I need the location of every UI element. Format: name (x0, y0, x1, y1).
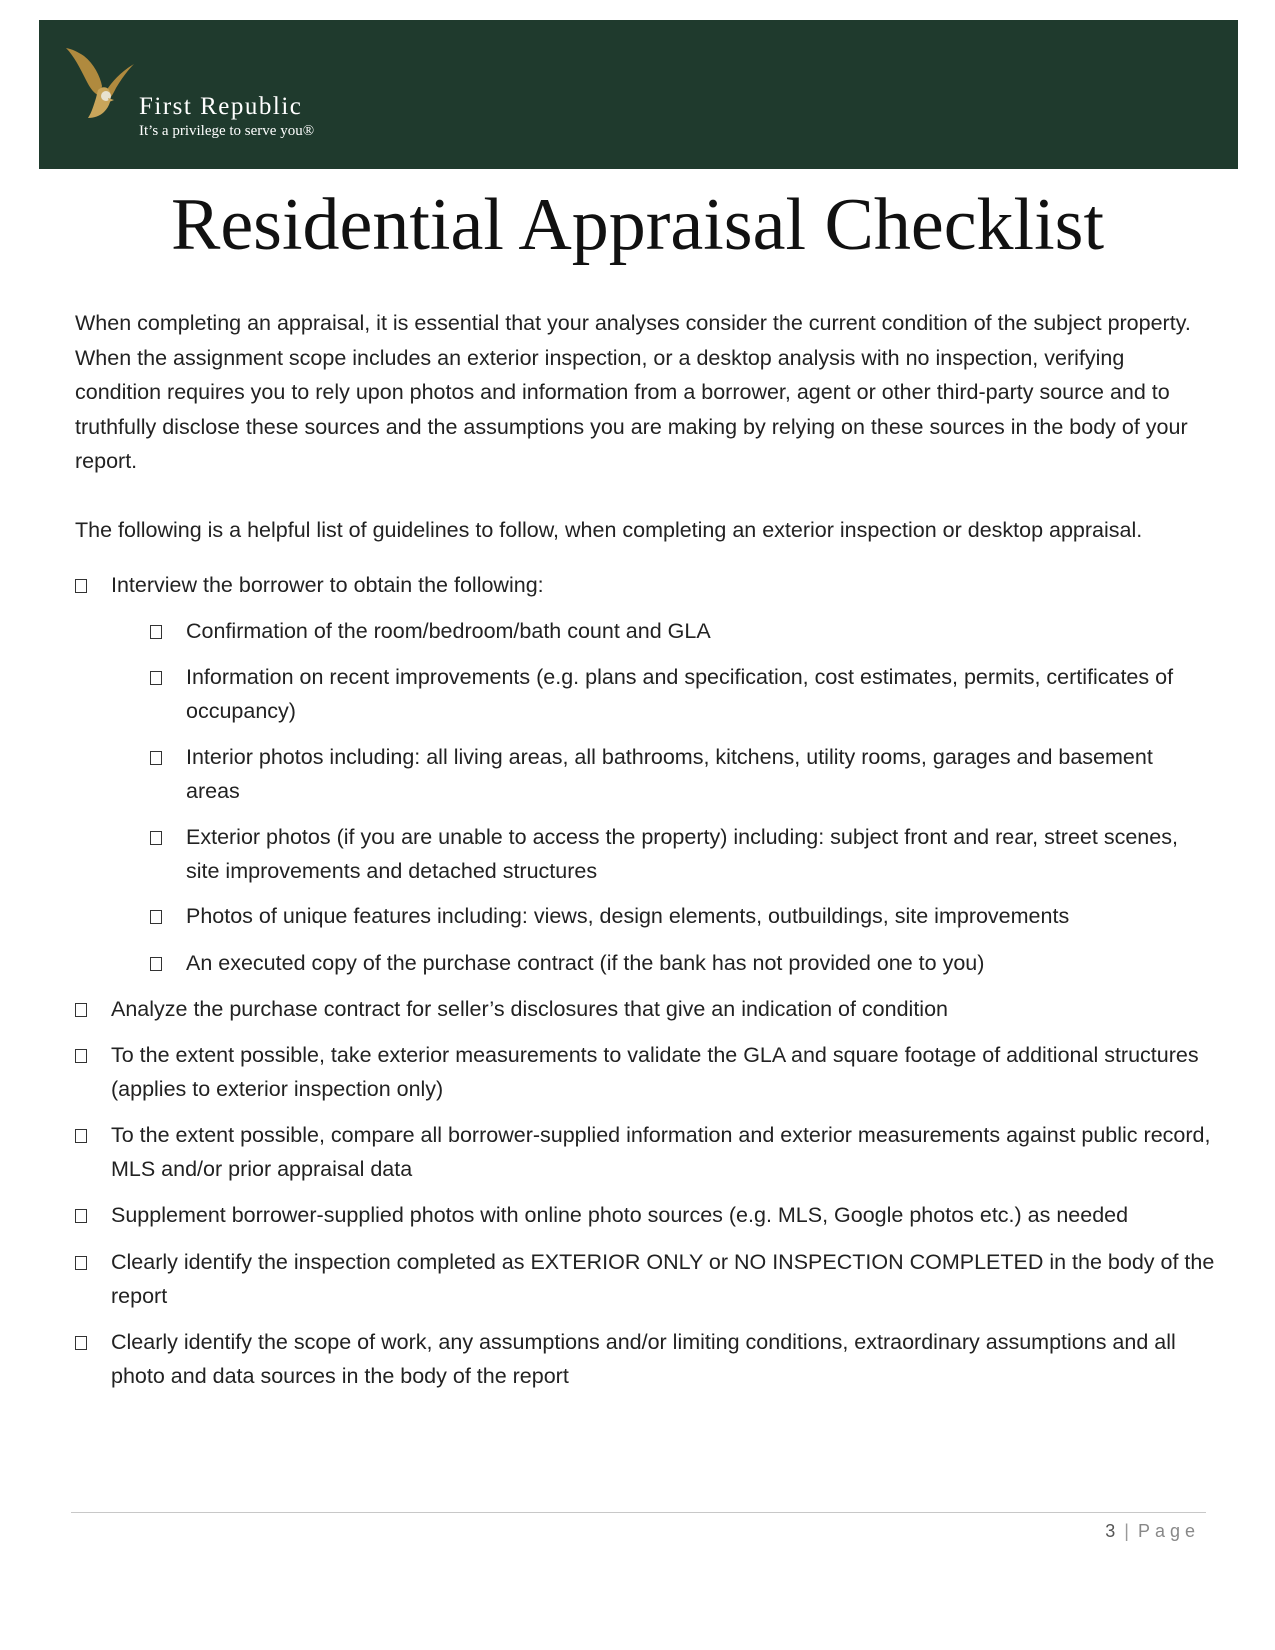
checklist-subitem-label: Interior photos including: all living areas, all bathrooms, kitchens, utility rooms, garages and basement areas (186, 745, 1153, 803)
brand-tagline: It’s a privilege to serve you® (139, 123, 315, 139)
checklist-subitem[interactable] (150, 899, 1210, 933)
checkbox[interactable] (75, 1049, 87, 1063)
checkbox[interactable] (75, 1003, 87, 1017)
checkbox[interactable] (150, 625, 162, 639)
checkbox[interactable] (75, 579, 87, 593)
checklist-item[interactable] (75, 1325, 1215, 1393)
checklist-item-label: To the extent possible, compare all borrower-supplied information and exterior measurements against public record, MLS and/or prior appraisal data (111, 1123, 1211, 1181)
checklist-item-label: Clearly identify the inspection completed as EXTERIOR ONLY or NO INSPECTION COMPLETED in the body of the report (111, 1250, 1215, 1308)
checklist-item-interview[interactable] (75, 568, 1215, 602)
brand-name: First Republic (139, 93, 303, 120)
checklist-item[interactable] (75, 1038, 1215, 1106)
footer-separator: | (1124, 1521, 1130, 1541)
checklist-subitem-label: An executed copy of the purchase contract (if the bank has not provided one to you) (186, 951, 985, 975)
checklist-item[interactable] (75, 1198, 1215, 1232)
checklist-item-label: To the extent possible, take exterior measurements to validate the GLA and square footage of additional structures (applies to exterior inspection only) (111, 1043, 1199, 1101)
checklist-subitem[interactable] (150, 946, 1210, 980)
checklist-subitem[interactable] (150, 740, 1210, 808)
checkbox[interactable] (75, 1129, 87, 1143)
checkbox[interactable] (150, 957, 162, 971)
checklist-subitem-label: Information on recent improvements (e.g. plans and specification, cost estimates, permits, certificates of occupancy) (186, 665, 1174, 723)
checkbox[interactable] (150, 910, 162, 924)
eagle-logo-icon (64, 46, 136, 120)
checklist-subitem[interactable] (150, 660, 1210, 728)
checkbox[interactable] (150, 831, 162, 845)
page-label: Page (1137, 1521, 1200, 1541)
footer-divider (71, 1512, 1206, 1513)
checklist-subitem[interactable] (150, 820, 1210, 888)
checkbox[interactable] (75, 1209, 87, 1223)
checklist-item-label: Clearly identify the scope of work, any assumptions and/or limiting conditions, extraordinary assumptions and all photo and data sources in the body of the report (111, 1330, 1176, 1388)
checklist-item[interactable] (75, 992, 1215, 1026)
checkbox[interactable] (150, 751, 162, 765)
checklist-item-label: Interview the borrower to obtain the following: (111, 573, 544, 597)
checklist-subitem[interactable] (150, 614, 1210, 648)
checklist-item[interactable] (75, 1118, 1215, 1186)
checklist-item-label: Supplement borrower-supplied photos with online photo sources (e.g. MLS, Google photos etc.) as needed (111, 1203, 1129, 1227)
checklist-subitem-label: Photos of unique features including: views, design elements, outbuildings, site improvements (186, 904, 1070, 928)
checkbox[interactable] (75, 1336, 87, 1350)
guidelines-paragraph: The following is a helpful list of guidelines to follow, when completing an exterior inspection or desktop appraisal. (75, 518, 1143, 542)
checklist-item[interactable] (75, 1245, 1215, 1313)
checklist-subitem-label: Confirmation of the room/bedroom/bath count and GLA (186, 619, 711, 643)
intro-paragraph: When completing an appraisal, it is essential that your analyses consider the current condition of the subject property. When the assignment scope includes an exterior inspection, or a desktop analysis with no inspection, verifying condition requires you to rely upon photos and information from a borrower, agent or other third-party source and to truthfully disclose these sources and the assumptions you are making by relying on these sources in the body of your report. (75, 311, 1191, 473)
brand-lockup (139, 94, 314, 140)
checklist-item-label: Analyze the purchase contract for seller’s disclosures that give an indication of condition (111, 997, 948, 1021)
page-title: Residential Appraisal Checklist (170, 184, 1105, 266)
page-number: 3 (1105, 1521, 1117, 1541)
checkbox[interactable] (150, 671, 162, 685)
checkbox[interactable] (75, 1256, 87, 1270)
page-footer (1105, 1521, 1200, 1542)
checklist-subitem-label: Exterior photos (if you are unable to access the property) including: subject front and rear, street scenes, site improvements and detached structures (186, 825, 1178, 883)
